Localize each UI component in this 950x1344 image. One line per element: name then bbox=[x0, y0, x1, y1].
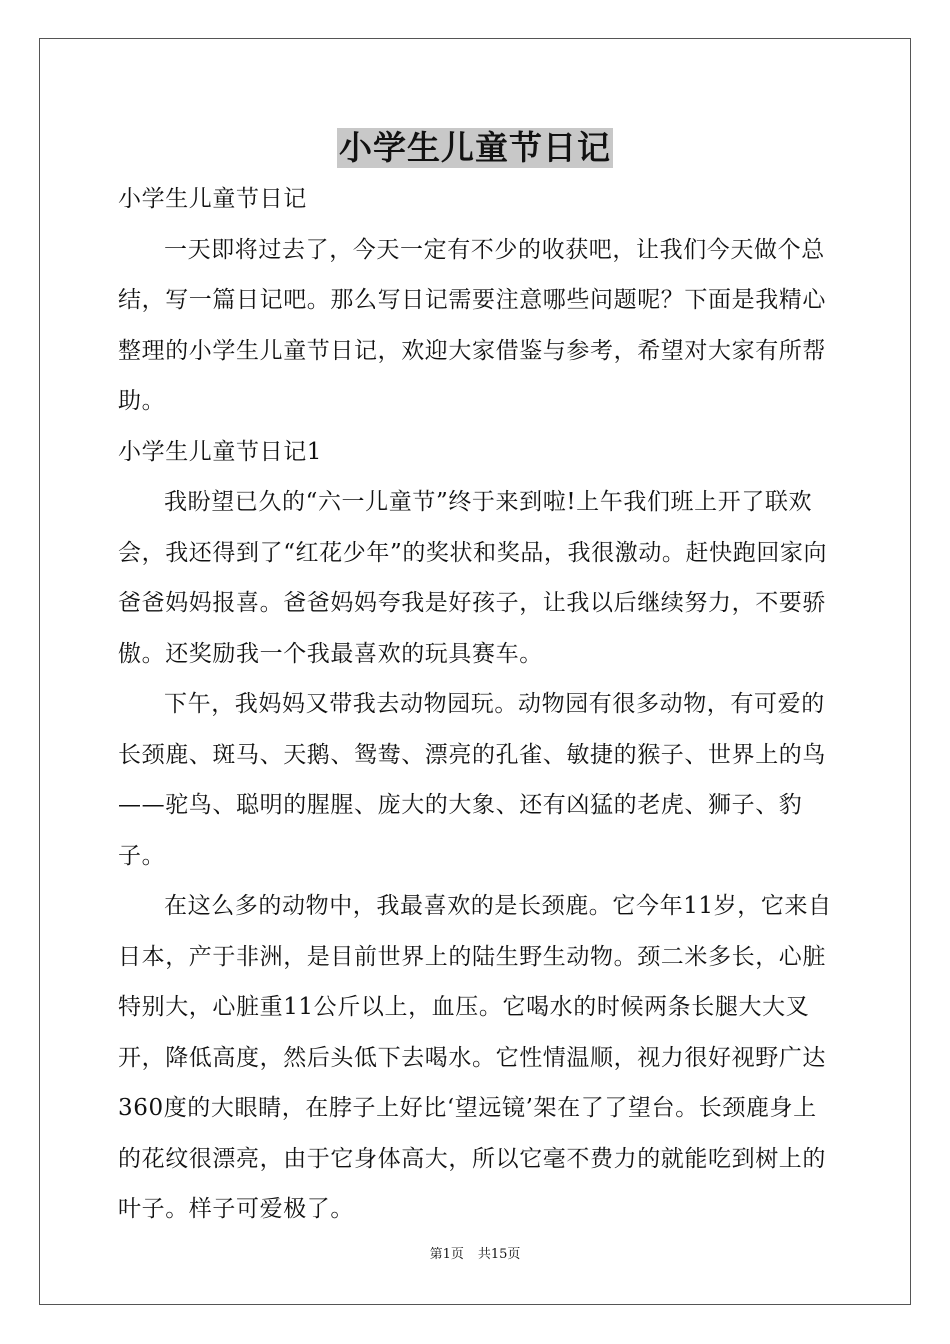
body-paragraph: 在这么多的动物中，我最喜欢的是长颈鹿。它今年11岁，它来自日本，产于非洲，是目前世界上的陆生野生动物。颈二米多长，心脏特别大，心脏重11公斤以上，血压。它喝水的时候两条长腿大大叉开，降低高度，然后头低下去喝水。它性情温顺，视力很好视野广达360度的大眼睛，在脖子上好比‘望远镜’架在了了望台。长颈鹿身上的花纹很漂亮，由于它身体高大，所以它毫不费力的就能吃到树上的叶子。样子可爱极了。 bbox=[118, 893, 832, 1222]
title-container bbox=[0, 128, 950, 168]
page-number: 第1页 bbox=[429, 1247, 464, 1262]
document-subtitle: 小学生儿童节日记 bbox=[118, 186, 307, 212]
body-paragraph: 下午，我妈妈又带我去动物园玩。动物园有很多动物，有可爱的长颈鹿、斑马、天鹅、鸳鸯、漂亮的孔雀、敏捷的猴子、世界上的鸟——驼鸟、聪明的腥腥、庞大的大象、还有凶猛的老虎、狮子、豹子。 bbox=[118, 691, 826, 869]
intro-paragraph: 一天即将过去了，今天一定有不少的收获吧，让我们今天做个总结，写一篇日记吧。那么写日记需要注意哪些问题呢？下面是我精心整理的小学生儿童节日记，欢迎大家借鉴与参考，希望对大家有所帮助。 bbox=[118, 236, 826, 414]
page-total: 共15页 bbox=[477, 1247, 521, 1262]
document-body bbox=[118, 174, 833, 1235]
page-footer bbox=[0, 1247, 950, 1263]
section-heading: 小学生儿童节日记1 bbox=[118, 438, 323, 465]
body-paragraph: 我盼望已久的“六一儿童节”终于来到啦!上午我们班上开了联欢会，我还得到了“红花少年”的奖状和奖品，我很激动。赶快跑回家向爸爸妈妈报喜。爸爸妈妈夸我是好孩子，让我以后继续努力，不要骄傲。还奖励我一个我最喜欢的玩具赛车。 bbox=[118, 489, 828, 667]
document-title: 小学生儿童节日记 bbox=[339, 128, 611, 167]
